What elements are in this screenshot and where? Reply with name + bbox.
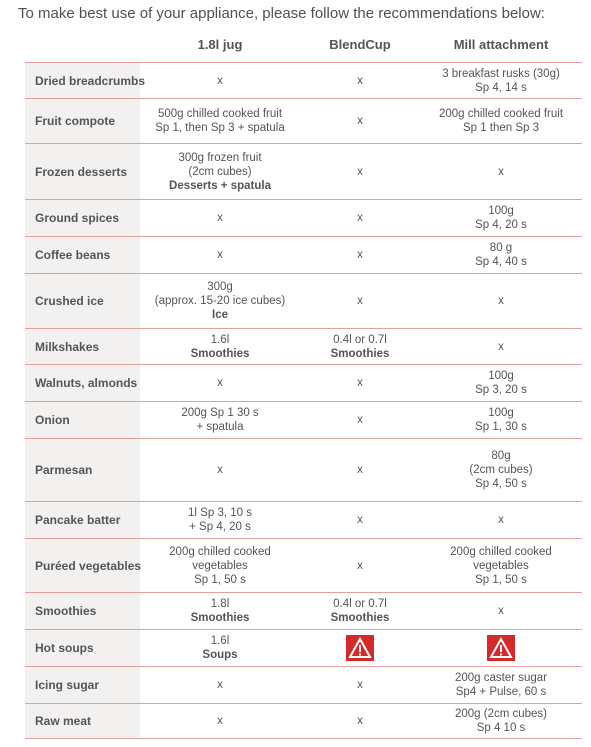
- row-label-smoothies: Smoothies: [25, 593, 140, 630]
- cell-jug: [140, 667, 300, 704]
- cell-blend: [300, 630, 420, 667]
- cell-line: x: [217, 249, 223, 261]
- cell-line: Smoothies: [330, 347, 390, 360]
- row-label-parmesan: Parmesan: [25, 439, 140, 502]
- table-row: [25, 237, 582, 274]
- cell-line: x: [217, 74, 223, 87]
- cell-blend: [300, 539, 420, 593]
- header-jug: 1.8l jug: [197, 37, 243, 52]
- cell-jug: [140, 365, 300, 402]
- cell-line: Sp4 + Pulse, 60 s: [455, 686, 547, 698]
- cell-line: 200g Sp 1 30 s: [181, 407, 259, 419]
- cell-line: 80g: [491, 450, 511, 462]
- cell-line: x: [357, 295, 363, 307]
- header-blendcup: BlendCup: [329, 37, 391, 52]
- cell-jug: [140, 274, 300, 329]
- cell-line: Sp 1, 30 s: [475, 421, 527, 433]
- row-label-coffee-beans: Coffee beans: [25, 237, 140, 274]
- intro-text: To make best use of your appliance, please follow the recommendations below:: [18, 5, 545, 22]
- cell-blend: [300, 667, 420, 704]
- cell-line: 0.4l or 0.7l: [333, 333, 387, 346]
- cell-line: x: [498, 295, 504, 307]
- cell-jug: [140, 593, 300, 630]
- cell-jug: [140, 502, 300, 539]
- cell-line: Sp 3, 20 s: [475, 384, 527, 396]
- cell-line: + spatula: [196, 421, 244, 433]
- cell-line: 200g chilled cooked: [450, 545, 552, 558]
- cell-line: Sp 1, 50 s: [475, 573, 527, 586]
- row-label-ground-spices: Ground spices: [25, 200, 140, 237]
- cell-line: Smoothies: [190, 612, 250, 624]
- cell-line: x: [357, 165, 363, 178]
- cell-jug: [140, 539, 300, 593]
- cell-line: + Sp 4, 20 s: [189, 521, 251, 533]
- cell-jug: [140, 99, 300, 144]
- cell-mill: [420, 365, 582, 402]
- cell-line: x: [357, 464, 363, 476]
- cell-jug: [140, 402, 300, 439]
- cell-line: 200g caster sugar: [454, 672, 548, 684]
- cell-mill: [420, 630, 582, 667]
- warning-icon: [346, 635, 374, 661]
- cell-line: Sp 1 then Sp 3: [462, 122, 540, 134]
- cell-jug: [140, 200, 300, 237]
- cell-mill: [420, 63, 582, 99]
- cell-line: x: [357, 559, 363, 572]
- cell-line: x: [217, 377, 223, 389]
- cell-jug: [140, 439, 300, 502]
- row-label-frozen-desserts: Frozen desserts: [25, 144, 140, 200]
- cell-mill: [420, 439, 582, 502]
- row-label-onion: Onion: [25, 402, 140, 439]
- cell-blend: [300, 200, 420, 237]
- cell-line: vegetables: [192, 559, 248, 572]
- cell-line: Smoothies: [330, 612, 390, 624]
- cell-line: x: [357, 514, 363, 526]
- cell-line: 500g chilled cooked fruit: [157, 108, 283, 120]
- table-row: [25, 539, 582, 593]
- cell-line: Desserts + spatula: [169, 179, 271, 192]
- cell-blend: [300, 704, 420, 739]
- cell-mill: [420, 329, 582, 365]
- cell-line: 100g: [488, 370, 514, 382]
- row-label-milkshakes: Milkshakes: [25, 329, 140, 365]
- table-row: [25, 667, 582, 704]
- cell-blend: [300, 99, 420, 144]
- cell-line: x: [357, 414, 363, 426]
- cell-line: 1.6l: [210, 333, 230, 346]
- table-row: [25, 593, 582, 630]
- row-label-hot-soups: Hot soups: [25, 630, 140, 667]
- cell-jug: [140, 329, 300, 365]
- cell-line: x: [498, 605, 504, 617]
- warning-icon: [487, 635, 515, 661]
- cell-mill: [420, 144, 582, 200]
- cell-line: vegetables: [473, 559, 529, 572]
- cell-line: Sp 4, 14 s: [475, 81, 527, 94]
- cell-blend: [300, 365, 420, 402]
- table-row: [25, 704, 582, 739]
- cell-line: x: [217, 679, 223, 691]
- cell-jug: [140, 237, 300, 274]
- cell-line: 300g frozen fruit: [178, 151, 262, 164]
- cell-line: x: [498, 340, 504, 353]
- table-row: [25, 329, 582, 365]
- cell-line: 200g chilled cooked fruit: [438, 108, 564, 120]
- cell-line: Sp 1, 50 s: [194, 573, 246, 586]
- cell-line: 3 breakfast rusks (30g): [442, 67, 560, 80]
- row-label-dried-breadcrumbs: Dried breadcrumbs: [25, 63, 140, 99]
- row-label-walnuts-almonds: Walnuts, almonds: [25, 365, 140, 402]
- cell-jug: [140, 630, 300, 667]
- header-mill: Mill attachment: [453, 37, 549, 52]
- table-row: [25, 63, 582, 99]
- cell-line: Sp 4 10 s: [476, 722, 526, 734]
- cell-line: 1.8l: [210, 598, 230, 610]
- cell-blend: [300, 274, 420, 329]
- cell-mill: [420, 539, 582, 593]
- cell-line: x: [357, 679, 363, 691]
- table-row: [25, 502, 582, 539]
- cell-line: Smoothies: [190, 347, 250, 360]
- cell-jug: [140, 144, 300, 200]
- cell-line: x: [357, 377, 363, 389]
- cell-jug: [140, 704, 300, 739]
- cell-line: Sp 4, 40 s: [475, 256, 527, 268]
- cell-line: 200g chilled cooked: [169, 545, 271, 558]
- cell-line: x: [498, 165, 504, 178]
- cell-line: 100g: [488, 407, 514, 419]
- cell-mill: [420, 402, 582, 439]
- cell-blend: [300, 502, 420, 539]
- table-row: [25, 144, 582, 200]
- cell-line: 0.4l or 0.7l: [333, 598, 387, 610]
- cell-mill: [420, 667, 582, 704]
- cell-line: Sp 4, 50 s: [475, 478, 527, 490]
- cell-line: x: [357, 249, 363, 261]
- table-row: [25, 99, 582, 144]
- cell-blend: [300, 402, 420, 439]
- cell-mill: [420, 704, 582, 739]
- cell-blend: [300, 439, 420, 502]
- cell-line: 80 g: [489, 242, 513, 254]
- cell-line: 100g: [488, 205, 514, 217]
- cell-line: x: [217, 464, 223, 476]
- cell-line: Soups: [202, 649, 238, 661]
- cell-line: (2cm cubes): [188, 165, 252, 178]
- cell-mill: [420, 593, 582, 630]
- table-row: [25, 402, 582, 439]
- cell-jug: [140, 63, 300, 99]
- row-label-pancake-batter: Pancake batter: [25, 502, 140, 539]
- cell-line: x: [498, 514, 504, 526]
- cell-line: 300g: [207, 281, 233, 293]
- cell-line: x: [357, 212, 363, 224]
- cell-blend: [300, 329, 420, 365]
- row-label-crushed-ice: Crushed ice: [25, 274, 140, 329]
- recommendations-table: [25, 62, 582, 739]
- row-label-pur-ed-vegetables: Puréed vegetables: [25, 539, 140, 593]
- cell-mill: [420, 274, 582, 329]
- table-row: [25, 200, 582, 237]
- cell-line: 1.6l: [210, 635, 230, 647]
- cell-blend: [300, 593, 420, 630]
- cell-line: Sp 1, then Sp 3 + spatula: [155, 122, 285, 134]
- cell-blend: [300, 144, 420, 200]
- cell-line: x: [357, 115, 363, 127]
- cell-blend: [300, 63, 420, 99]
- table-row: [25, 630, 582, 667]
- cell-mill: [420, 237, 582, 274]
- row-label-raw-meat: Raw meat: [25, 704, 140, 739]
- row-label-icing-sugar: Icing sugar: [25, 667, 140, 704]
- row-label-fruit-compote: Fruit compote: [25, 99, 140, 144]
- cell-mill: [420, 502, 582, 539]
- cell-line: (2cm cubes): [469, 464, 533, 476]
- table-row: [25, 365, 582, 402]
- table-row: [25, 439, 582, 502]
- cell-line: x: [217, 212, 223, 224]
- cell-line: Ice: [212, 309, 228, 321]
- cell-blend: [300, 237, 420, 274]
- cell-line: Sp 4, 20 s: [475, 219, 527, 231]
- cell-line: x: [357, 715, 363, 727]
- cell-line: (approx. 15-20 ice cubes): [154, 295, 286, 307]
- cell-line: x: [217, 715, 223, 727]
- cell-line: 200g (2cm cubes): [454, 708, 548, 720]
- cell-line: 1l Sp 3, 10 s: [188, 507, 252, 519]
- table-row: [25, 274, 582, 329]
- cell-line: x: [357, 74, 363, 87]
- cell-mill: [420, 200, 582, 237]
- cell-mill: [420, 99, 582, 144]
